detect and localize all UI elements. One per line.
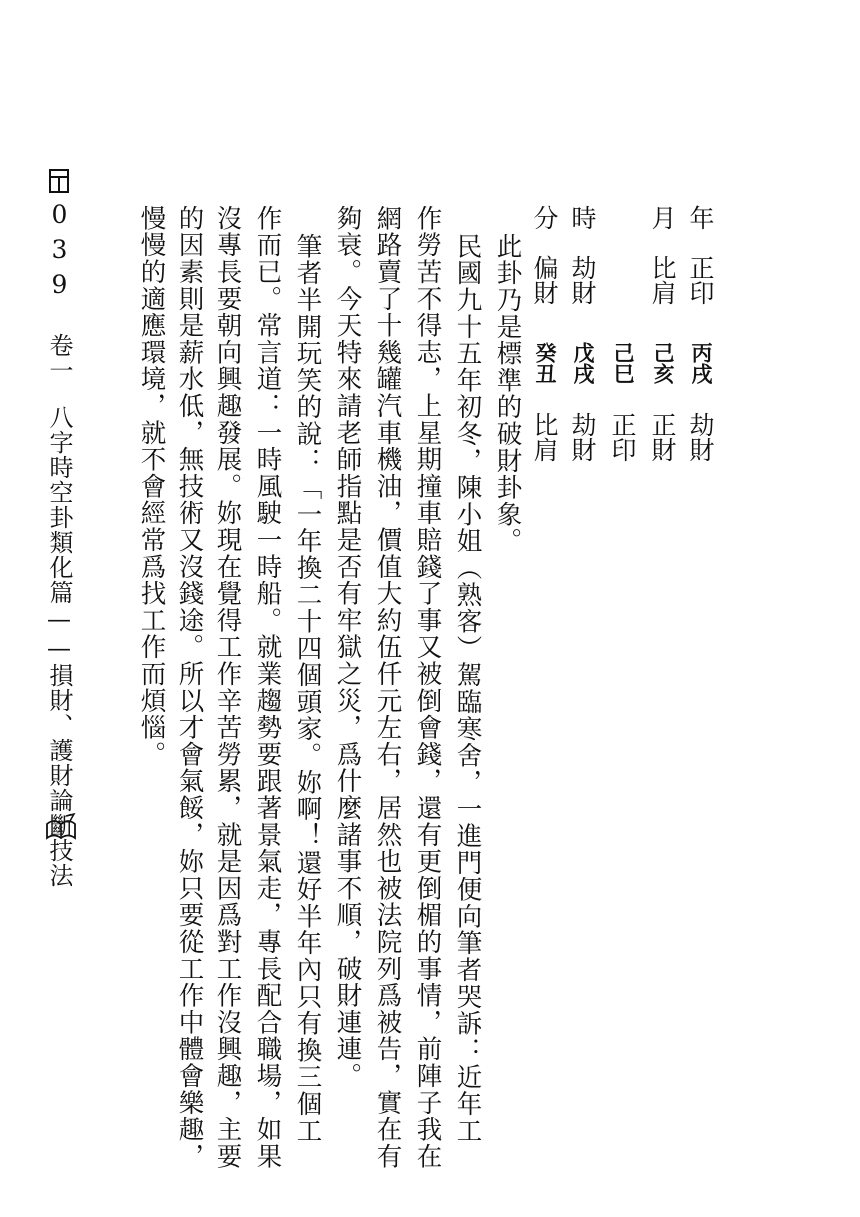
chart-god-hour: 劫財 [568, 255, 597, 305]
text-line-5: 夠衰。今天特來請老師指點是否有牢獄之災，爲什麼諸事不順，破財連連。 [332, 205, 363, 1090]
running-header [47, 333, 71, 888]
text-line-3: 作勞苦不得志，上星期撞車賠錢了事又被倒會錢，還有更倒楣的事情，前陣子我在 [412, 205, 443, 1170]
chart-label-month: 月 [648, 205, 677, 230]
chart-god2-month: 正財 [648, 412, 677, 462]
volume-label: 卷一 [45, 333, 73, 383]
text-line-1: 此卦乃是標準的破財卦象。 [492, 233, 523, 555]
text-line-8: 沒專長要朝向興趣發展。妳現在覺得工作辛苦勞累，就是因爲對工作沒興趣，主要 [212, 205, 243, 1170]
chart-stem-extra: 己巳 [611, 342, 635, 384]
chart-god2-minute: 比肩 [530, 412, 559, 462]
chart-god-month: 比肩 [648, 255, 677, 305]
text-line-4: 網路賣了十幾罐汽車機油，價值大約伍仟元左右，居然也被法院列爲被告，實在有 [372, 205, 403, 1170]
chart-stem-hour: 戊戌 [571, 342, 595, 384]
book-title: 八字時空卦類化篇 [45, 405, 73, 605]
page-number: 039 [45, 200, 74, 305]
chart-stem-minute: 癸丑 [533, 342, 557, 384]
text-line-6: 筆者半開玩笑的說：「一年換二十四個頭家。妳啊！還好半年內只有換三個工 [292, 233, 323, 1145]
chapter-subtitle: 損財、護財論斷技法 [45, 663, 73, 888]
page-corner-icon [48, 168, 70, 194]
chart-god2-hour: 劫財 [568, 412, 597, 462]
chart-god-minute: 偏財 [530, 255, 559, 305]
chart-stem-month: 己亥 [651, 342, 675, 384]
text-line-7: 作而已。常言道：一時風駛一時船。就業趨勢要跟著景氣走，專長配合職場，如果 [252, 205, 283, 1170]
text-line-2: 民國九十五年初冬，陳小姐（熟客）駕臨寒舍，一進門便向筆者哭訴：近年工 [452, 233, 483, 1145]
chart-god2-extra: 正印 [608, 412, 637, 462]
text-line-10: 慢慢的適應環境，就不會經常爲找工作而煩惱。 [136, 205, 167, 768]
chart-god-year: 正印 [686, 255, 715, 305]
chart-label-minute: 分 [530, 205, 559, 230]
text-line-9: 的因素則是薪水低，無技術又沒錢途。所以才會氣餒，妳只要從工作中體會樂趣， [174, 205, 205, 1170]
open-book-icon [44, 812, 78, 842]
title-dash: —— [45, 605, 73, 663]
chart-label-year: 年 [686, 205, 715, 230]
chart-label-hour: 時 [568, 205, 597, 230]
chart-god2-year: 劫財 [686, 412, 715, 462]
chart-stem-year: 丙戌 [689, 342, 713, 384]
